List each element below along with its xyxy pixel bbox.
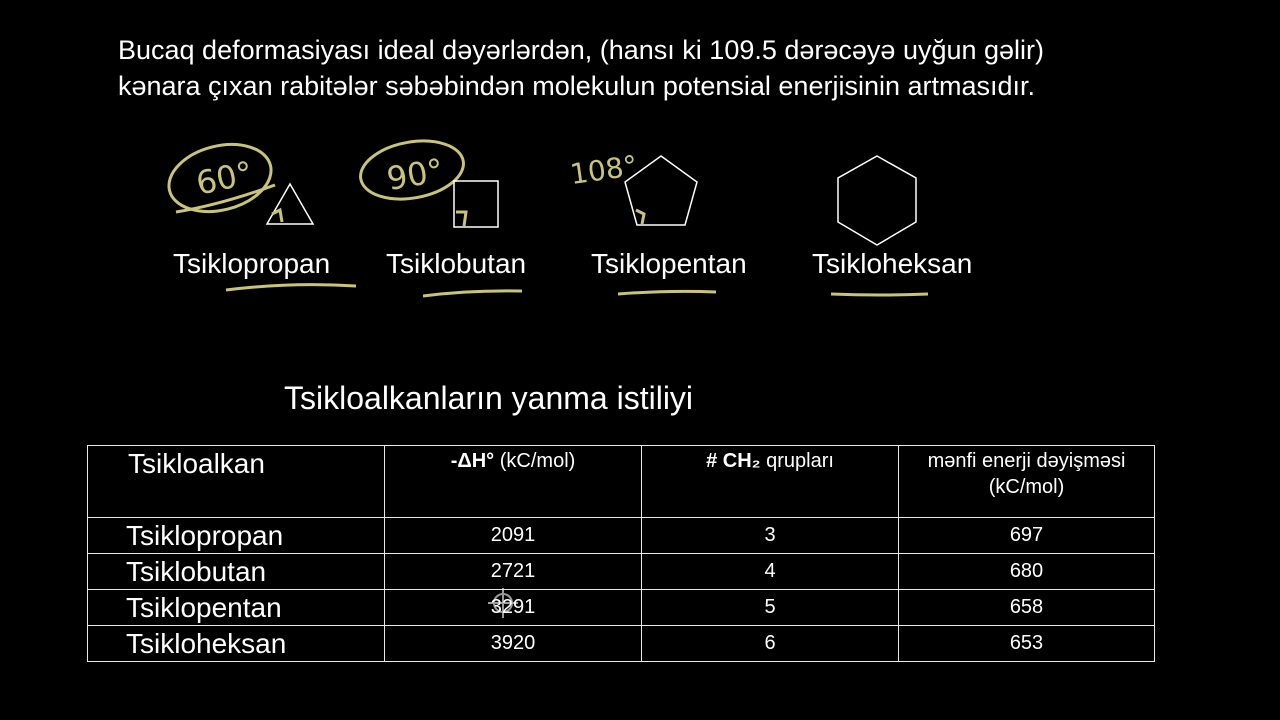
table-row — [88, 590, 1155, 626]
combustion-table — [87, 445, 1155, 662]
angle-label-108: 108° — [568, 148, 640, 192]
header-tsikloalkan: Tsikloalkan — [88, 446, 385, 518]
row-energy-per-group: 653 — [899, 626, 1155, 662]
row-energy-per-group: 680 — [899, 554, 1155, 590]
underline-tsiklopropan — [226, 285, 356, 290]
table-row — [88, 626, 1155, 662]
row-name: Tsiklobutan — [88, 554, 385, 590]
row-name: Tsikloheksan — [88, 626, 385, 662]
row-name: Tsiklopentan — [88, 590, 385, 626]
row-delta-h: 3291 — [385, 590, 642, 626]
headline-line-2: kənara çıxan rabitələr səbəbindən molekulun potensial enerjisinin artmasıdır. — [118, 71, 1036, 101]
header-ch2-symbol: # CH₂ — [706, 450, 761, 472]
header-delta-h — [385, 446, 642, 518]
header-ch2-label: qrupları — [766, 450, 834, 472]
angle-tick-triangle — [272, 210, 282, 222]
header-energy-per-group — [899, 446, 1155, 518]
underline-tsiklobutan — [423, 291, 522, 296]
row-energy-per-group: 697 — [899, 518, 1155, 554]
row-energy-per-group: 658 — [899, 590, 1155, 626]
angle-annotation-90 — [356, 133, 468, 206]
header-energy-line-2: (kC/mol) — [988, 476, 1065, 498]
label-tsiklobutan: Tsiklobutan — [386, 248, 527, 279]
triangle-shape — [267, 184, 313, 224]
angle-tick-pentagon — [636, 210, 644, 224]
header-delta-h-unit: (kC/mol) — [499, 450, 576, 472]
hexagon-shape — [838, 156, 916, 245]
angle-label-90: 90° — [383, 150, 447, 199]
table-header-row — [88, 446, 1155, 518]
headline-line-1: Bucaq deformasiyası ideal dəyərlərdən, (hansı ki 109.5 dərəcəyə uyğun gəlir) — [118, 35, 1045, 65]
header-ch2-groups — [642, 446, 899, 518]
row-name: Tsiklopropan — [88, 518, 385, 554]
square-shape — [454, 181, 498, 227]
table-row — [88, 554, 1155, 590]
angle-annotation-60 — [162, 134, 278, 221]
table-title: Tsikloalkanların yanma istiliyi — [284, 380, 694, 416]
table-row — [88, 518, 1155, 554]
row-ch2-count: 3 — [642, 518, 899, 554]
label-tsiklopentan: Tsiklopentan — [591, 248, 747, 279]
angle-tick-square — [456, 212, 466, 226]
row-ch2-count: 6 — [642, 626, 899, 662]
underline-tsiklopentan — [618, 291, 716, 294]
label-tsikloheksan: Tsikloheksan — [812, 248, 973, 279]
row-ch2-count: 5 — [642, 590, 899, 626]
angle-label-60: 60° — [192, 153, 257, 203]
header-energy-line-1: mənfi enerji dəyişməsi — [927, 450, 1126, 472]
row-delta-h: 2091 — [385, 518, 642, 554]
row-delta-h: 2721 — [385, 554, 642, 590]
underline-tsikloheksan — [831, 294, 928, 295]
row-delta-h: 3920 — [385, 626, 642, 662]
label-tsiklopropan: Tsiklopropan — [173, 248, 331, 279]
row-ch2-count: 4 — [642, 554, 899, 590]
header-delta-h-symbol: -ΔH° — [450, 450, 495, 472]
